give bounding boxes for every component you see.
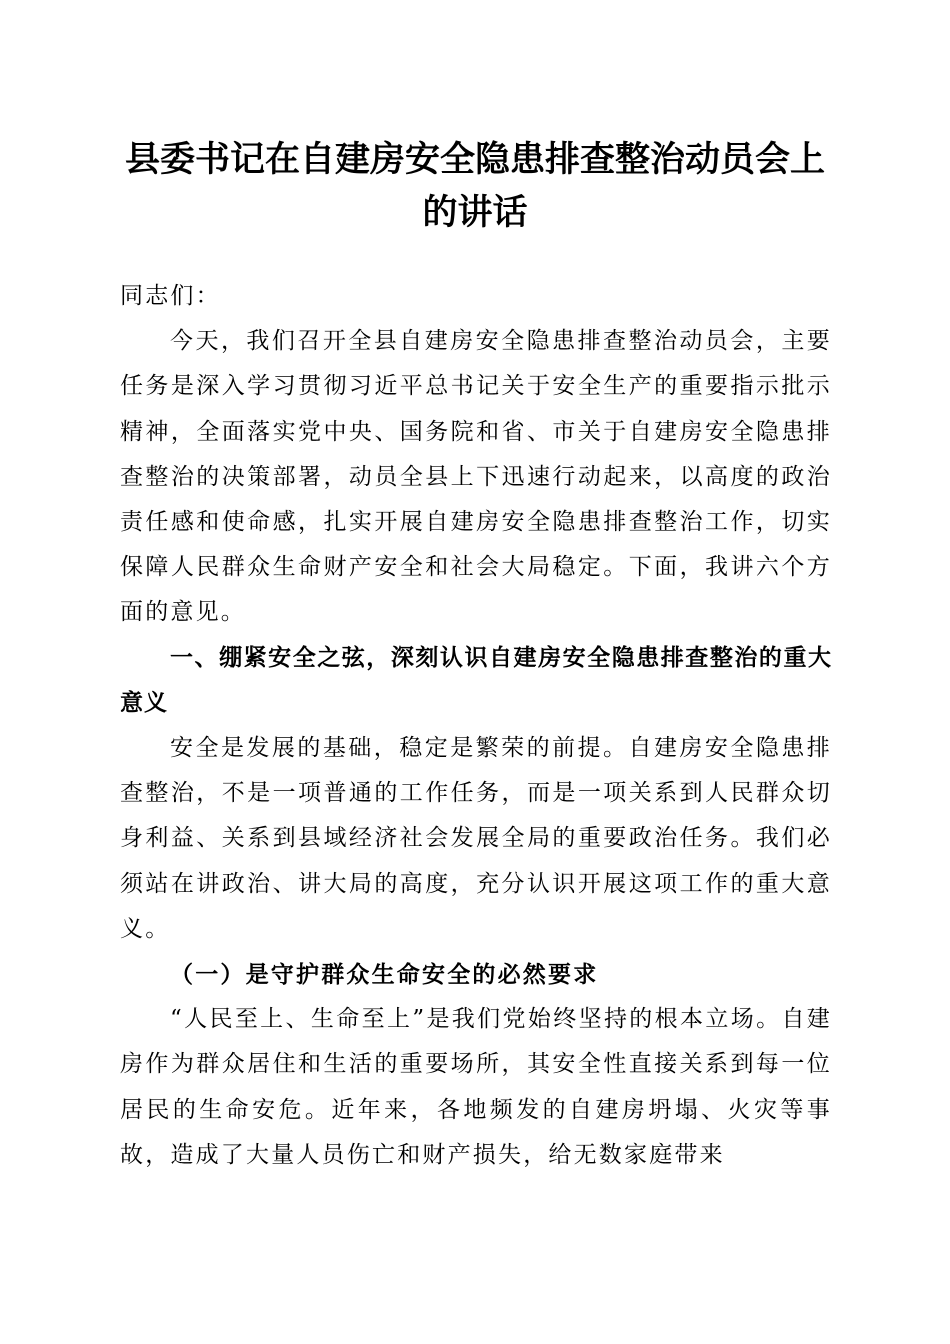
title-line-1: 县委书记在自建房安全隐患排查整治动员会上: [124, 139, 825, 180]
title-line-2: 的讲话: [422, 192, 528, 233]
subsection-heading-1: （一）是守护群众生命安全的必然要求: [170, 961, 599, 989]
salutation: 同志们：: [120, 283, 221, 309]
document-title: [100, 133, 850, 239]
document-body: [120, 274, 832, 1178]
section-heading-1: 一、绷紧安全之弦，深刻认识自建房安全隐患排查整治的重大意义: [120, 644, 832, 716]
subsection-paragraph-1: “人民至上、生命至上”是我们党始终坚持的根本立场。自建房作为群众居住和生活的重要场所，其安全性直接关系到每一位居民的生命安危。近年来，各地频发的自建房坍塌、火灾等事故，造成了大量人员伤亡和财产损失，给无数家庭带来: [120, 1006, 832, 1168]
intro-paragraph: 今天，我们召开全县自建房安全隐患排查整治动员会，主要任务是深入学习贯彻习近平总书记关于安全生产的重要指示批示精神，全面落实党中央、国务院和省、市关于自建房安全隐患排查整治的决策部署，动员全县上下迅速行动起来，以高度的政治责任感和使命感，扎实开展自建房安全隐患排查整治工作，切实保障人民群众生命财产安全和社会大局稳定。下面，我讲六个方面的意见。: [120, 328, 832, 626]
section-paragraph-1: 安全是发展的基础，稳定是繁荣的前提。自建房安全隐患排查整治，不是一项普通的工作任务，而是一项关系到人民群众切身利益、关系到县域经济社会发展全局的重要政治任务。我们必须站在讲政治、讲大局的高度，充分认识开展这项工作的重大意义。: [120, 735, 832, 942]
